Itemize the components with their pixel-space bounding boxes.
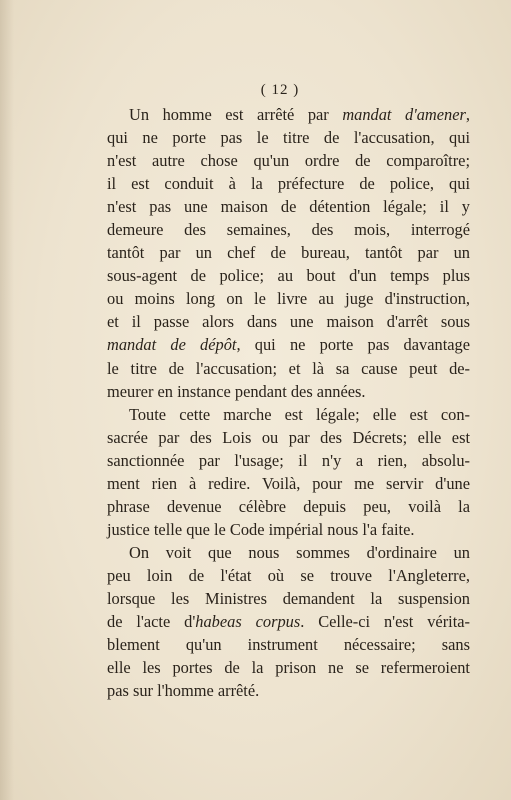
text-segment: . Celle-ci n'est vérita- xyxy=(300,612,470,632)
text-line xyxy=(107,679,470,702)
text-segment: demeure des semaines, des mois, interrogé xyxy=(107,220,470,240)
page-number: ( 12 ) xyxy=(260,82,300,98)
body-text xyxy=(107,103,470,702)
text-line xyxy=(107,518,470,541)
text-segment: lorsque les Ministres demandent la suspension xyxy=(107,588,470,608)
text-segment: n'est autre chose qu'un ordre de comparoître; xyxy=(107,151,470,171)
text-segment: elle les portes de la prison ne se refermeroient xyxy=(107,658,470,678)
text-line xyxy=(107,333,470,356)
text-line xyxy=(107,357,470,380)
italic-text: mandat d'amener xyxy=(342,105,466,124)
text-line xyxy=(107,426,470,449)
text-segment: On voit que nous sommes d'ordinaire un xyxy=(129,542,470,562)
text-line xyxy=(107,103,470,126)
text-line xyxy=(107,380,470,403)
text-line xyxy=(107,495,470,518)
text-segment: justice telle que le Code impérial nous l'a faite. xyxy=(107,519,415,539)
text-segment: ou moins long on le livre au juge d'instruction, xyxy=(107,289,470,309)
text-line xyxy=(107,149,470,172)
text-line xyxy=(107,264,470,287)
text-segment: ment rien à redire. Voilà, pour me servir d'une xyxy=(107,473,470,493)
text-line xyxy=(107,449,470,472)
italic-text: habeas corpus xyxy=(195,612,301,632)
text-line xyxy=(107,310,470,333)
text-segment: phrase devenue célèbre depuis peu, voilà la xyxy=(107,496,470,516)
gutter-shadow xyxy=(0,0,14,800)
text-segment: sanctionnée par l'usage; il n'y a rien, absolu- xyxy=(107,450,470,470)
paragraph xyxy=(107,403,470,541)
text-line xyxy=(107,610,470,633)
text-line xyxy=(107,587,470,610)
text-line xyxy=(107,633,470,656)
text-segment: peu loin de l'état où se trouve l'Angleterre, xyxy=(107,565,470,585)
text-line xyxy=(107,472,470,495)
text-segment: de l'acte d' xyxy=(107,612,196,632)
text-line xyxy=(107,403,470,426)
text-line xyxy=(107,195,470,218)
text-segment: , xyxy=(465,105,470,124)
text-segment: le titre de l'accusation; et là sa cause peut de- xyxy=(107,358,470,378)
text-segment: Toute cette marche est légale; elle est con- xyxy=(129,404,470,424)
text-line xyxy=(107,172,470,195)
italic-text: mandat de dépôt xyxy=(107,335,237,355)
text-segment: Un homme est arrêté par xyxy=(129,105,343,124)
text-segment: il est conduit à la préfecture de police, qui xyxy=(107,174,470,194)
text-line xyxy=(107,656,470,679)
text-line xyxy=(107,564,470,587)
text-segment: n'est pas une maison de détention légale; il y xyxy=(107,197,470,217)
text-segment: sous-agent de police; au bout d'un temps plus xyxy=(107,266,470,286)
text-segment: , qui ne porte pas davantage xyxy=(236,335,470,355)
text-segment: sacrée par des Lois ou par des Décrets; elle est xyxy=(107,427,470,447)
paragraph xyxy=(107,103,470,403)
text-segment: qui ne porte pas le titre de l'accusation, qui xyxy=(107,128,470,148)
text-line xyxy=(107,541,470,564)
text-segment: blement qu'un instrument nécessaire; sans xyxy=(107,635,470,655)
text-line xyxy=(107,218,470,241)
text-segment: et il passe alors dans une maison d'arrêt sous xyxy=(107,312,470,332)
text-segment: tantôt par un chef de bureau, tantôt par un xyxy=(107,243,470,263)
text-segment: pas sur l'homme arrêté. xyxy=(107,681,260,701)
paragraph xyxy=(107,541,470,702)
text-line xyxy=(107,287,470,310)
text-line xyxy=(107,241,470,264)
text-line xyxy=(107,126,470,149)
text-segment: meurer en instance pendant des années. xyxy=(107,381,366,401)
